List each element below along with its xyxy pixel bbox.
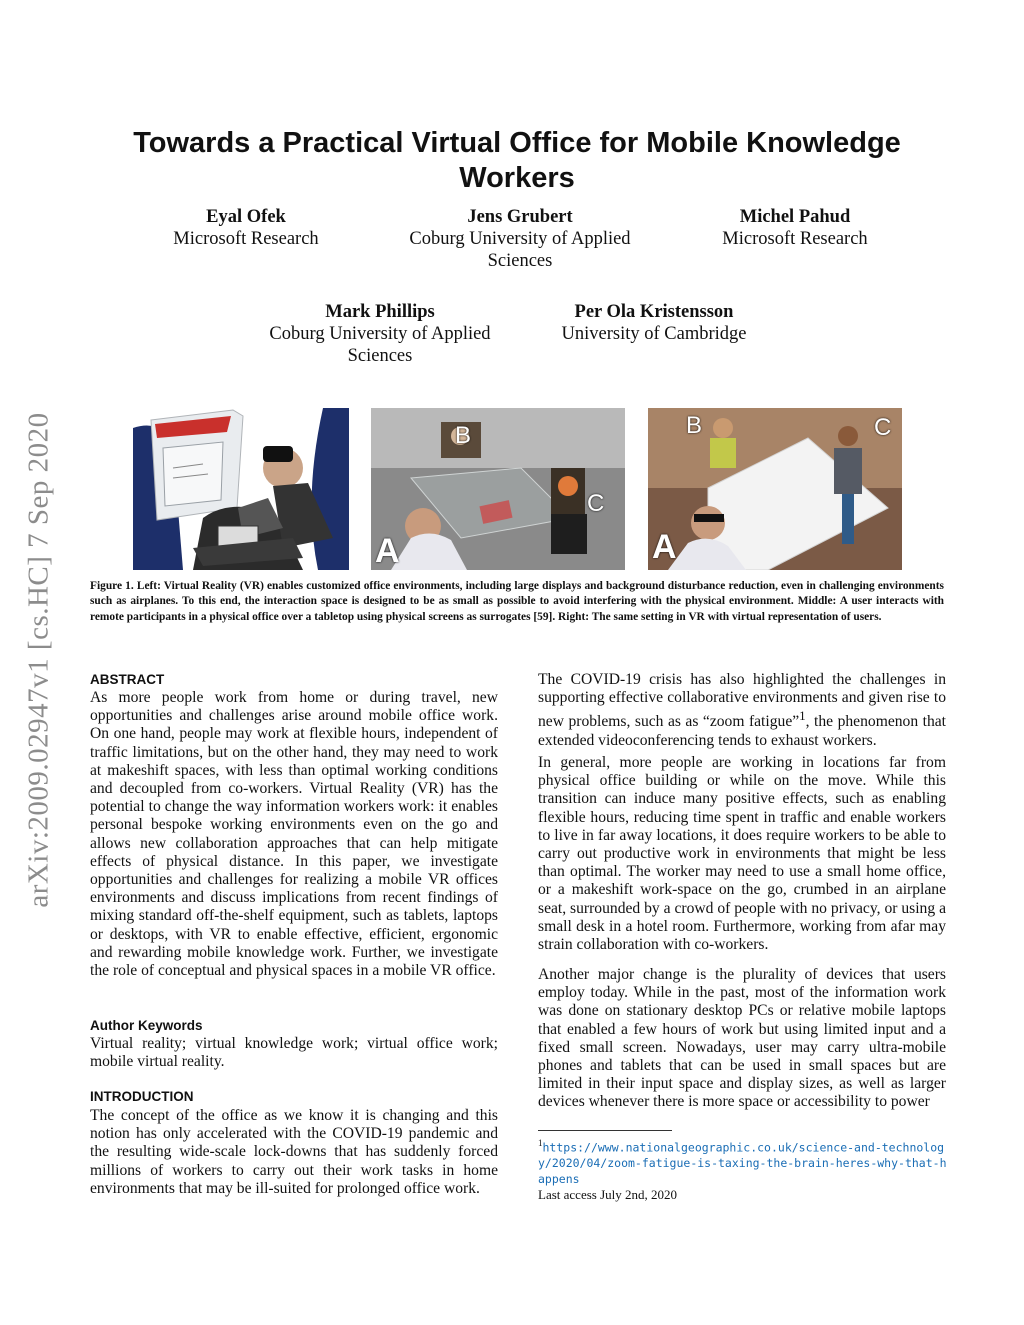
author-block	[690, 206, 900, 250]
keywords-text: Virtual reality; virtual knowledge work; virtual office work; mobile virtual reality.	[90, 1035, 498, 1071]
physical-office-photo	[371, 408, 625, 570]
label-b: B	[686, 412, 703, 439]
author-affiliation: Microsoft Research	[722, 229, 868, 249]
label-c: C	[587, 490, 605, 517]
author-block	[255, 301, 505, 367]
footnote-rule	[538, 1130, 672, 1131]
footnote-link[interactable]: https://www.nationalgeographic.co.uk/science-and-technology/2020/04/zoom-fatigue-is-taxing-the-brain-heres-why-that-happens	[538, 1140, 947, 1187]
author-name: Mark Phillips	[325, 302, 435, 322]
author-name: Eyal Ofek	[206, 207, 286, 227]
right-paragraph-3: Another major change is the plurality of devices that users employ today. While in the past, most of the information work was done on stationary desktop PCs or relative mobile laptops that enabled a few hours of work but using limited input and a fixed small screen. Nowadays, user may carry ultra-mobile phones and tablets that can be used in small spaces but are limited in their input space and display sizes, as well as larger devices whenever there is more space or accessibility to power	[538, 966, 946, 1111]
airplane-vr-illustration	[133, 408, 349, 570]
abstract-text: As more people work from home or during travel, new opportunities and challenges arise around mobile office work. On one hand, people may work at flexible hours, independent of traffic limitations, but on the other hand, they may need to work at makeshift spaces, with less than optimal working conditions and decoupled from co-workers. Virtual Reality (VR) has the potential to change the way information workers work: it enables personal bespoke working environments even on the go and allows new collaboration approaches that can help mitigate effects of physical distance. In this paper, we investigate opportunities and challenges for realizing a mobile VR offices environments and discuss implications from recent findings of mixing standard off-the-shelf equipment, such as tablets, laptops or desktops, with VR to enable effective, efficient, ergonomic and rewarding mobile knowledge work. Further, we investigate the role of conceptual and physical spaces in a mobile VR office.	[90, 689, 498, 980]
paper-title: Towards a Practical Virtual Office for Mobile Knowledge Workers	[133, 127, 901, 194]
paragraph-text: , the phenomenon that extended videoconferencing tends to exhaust workers.	[538, 713, 947, 749]
author-name: Jens Grubert	[467, 207, 573, 227]
label-b: B	[455, 422, 472, 449]
author-block	[146, 206, 346, 250]
figure-middle-physical-office	[371, 408, 625, 570]
arxiv-id: arXiv:2009.02947v1 [cs.HC] 7 Sep 2020	[22, 412, 55, 908]
right-paragraph-1	[538, 671, 946, 750]
author-name: Michel Pahud	[739, 207, 851, 227]
footnote	[538, 1135, 948, 1203]
footnote-number: 1	[538, 1138, 543, 1148]
paragraph-text: The COVID-19 crisis has also highlighted the challenges in supporting effective collaborative environments and given rise to new problems, such as as “zoom fatigue”	[538, 671, 946, 731]
right-paragraph-2: In general, more people are working in locations far from physical office building or while on the move. While this transition can induce many positive effects, such as enabling flexible hours, reducing time spent in traffic and enable workers to live in far away locations, it does require workers to be able to carry out productive work in environments that might be less than optimal. The worker may need to use a small home office, or a makeshift work-space on the go, crumbed in an airplane seat, surrounded by a crowd of people with no privacy, or using a small desk in a hotel room. Furthermore, working from afar may strain collaboration with co-workers.	[538, 754, 946, 954]
figure-left-airplane-vr	[133, 408, 349, 570]
footnote-note: Last access July 2nd, 2020	[538, 1187, 678, 1203]
arxiv-stamp	[14, 360, 64, 960]
figure-right-vr-setting	[648, 408, 902, 570]
keywords-heading: Author Keywords	[90, 1018, 203, 1033]
author-affiliation: Coburg University of Applied Sciences	[409, 229, 631, 271]
author-affiliation: University of Cambridge	[561, 324, 747, 344]
label-a: A	[375, 532, 400, 570]
author-affiliation: Microsoft Research	[173, 229, 319, 249]
figure-caption: Figure 1. Left: Virtual Reality (VR) enables customized office environments, including large displays and background disturbance reduction, even in challenging environments such as airplanes. To this end, the interaction space is designed to be as small as possible to avoid interfering with the physical environment. Middle: A user interacts with remote participants in a physical office over a tabletop using physical screens as surrogates [59]. Right: The same setting in VR with virtual representation of users.	[90, 580, 944, 623]
label-a: A	[652, 528, 677, 566]
introduction-text: The concept of the office as we know it is changing and this notion has only accelerated with the COVID-19 pandemic and the resulting wide-scale lock-downs that has suddenly forced millions of workers to carry out their work tasks in home environments that may be ill-suited for prolonged office work.	[90, 1107, 498, 1197]
abstract-heading: ABSTRACT	[90, 672, 165, 687]
footnote-marker[interactable]: 1	[799, 708, 806, 724]
author-affiliation: Coburg University of Applied Sciences	[269, 324, 491, 366]
author-block	[544, 301, 764, 345]
introduction-heading: INTRODUCTION	[90, 1089, 194, 1104]
author-block	[395, 206, 645, 272]
author-name: Per Ola Kristensson	[574, 302, 734, 322]
label-c: C	[874, 414, 892, 441]
